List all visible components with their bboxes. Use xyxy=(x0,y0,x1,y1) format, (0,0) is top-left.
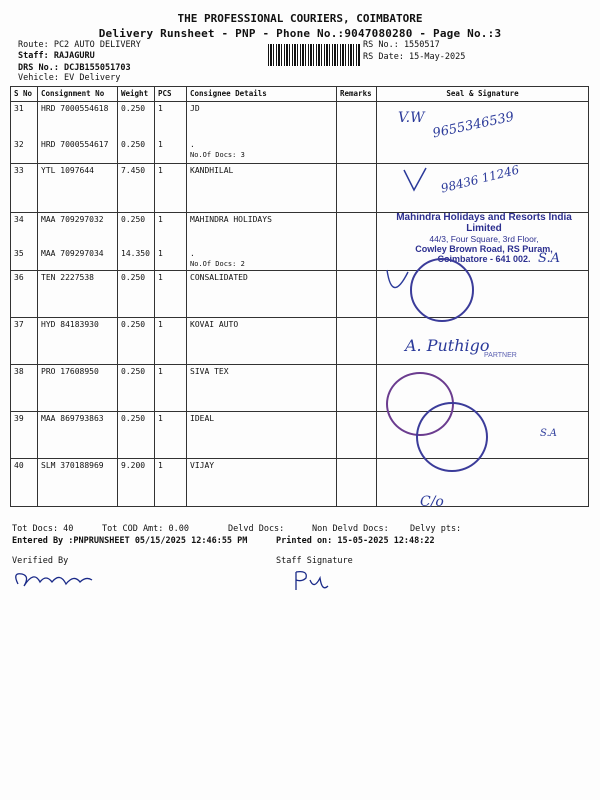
stamp-line: Mahindra Holidays and Resorts India Limited xyxy=(396,212,572,234)
cell-weight: 0.250 xyxy=(118,365,155,412)
cell-sno: 36 xyxy=(11,271,38,318)
cell-weight: 0.250 xyxy=(118,271,155,318)
handwritten-phone-2: 98436 11246 xyxy=(439,162,521,196)
company-seal-stamp xyxy=(410,258,474,322)
cell-signature xyxy=(377,459,589,507)
cell-sno: 34 xyxy=(11,213,38,247)
table-row xyxy=(11,271,589,318)
col-header: Seal & Signature xyxy=(377,87,589,102)
cell-pcs: 1 xyxy=(155,102,187,138)
signature-35: S.A xyxy=(538,251,560,266)
cell-details: MAHINDRA HOLIDAYS xyxy=(187,213,337,247)
cell-pcs: 1 xyxy=(155,213,187,247)
non-delivered-docs: Non Delvd Docs: xyxy=(312,524,389,534)
verified-by-label: Verified By xyxy=(12,556,69,566)
vehicle-info: Vehicle: EV Delivery xyxy=(18,73,121,83)
no-of-docs: No.Of Docs: 3 xyxy=(190,150,245,159)
table-row xyxy=(11,459,589,507)
cell-sno: 35 xyxy=(11,247,38,271)
cell-weight: 14.350 xyxy=(118,247,155,271)
cell-consignment: YTL 1097644 xyxy=(38,164,118,213)
cell-remarks xyxy=(337,271,377,318)
cell-details: KANDHILAL xyxy=(187,164,337,213)
cell-details: SIVA TEX xyxy=(187,365,337,412)
cell-remarks xyxy=(337,459,377,507)
cell-weight: 0.250 xyxy=(118,213,155,247)
verified-signature xyxy=(10,566,96,594)
signature-39: S.A xyxy=(540,428,557,439)
cell-details: CONSALIDATED xyxy=(187,271,337,318)
cell-consignment: HRD 7000554618 xyxy=(38,102,118,138)
details-text: . xyxy=(190,139,195,149)
rs-number: RS No.: 1550517 xyxy=(363,40,440,50)
cell-sno: 37 xyxy=(11,318,38,365)
cell-pcs: 1 xyxy=(155,164,187,213)
round-stamp-39 xyxy=(416,402,488,472)
table-row xyxy=(11,412,589,459)
cell-pcs: 1 xyxy=(155,138,187,164)
runsheet-table xyxy=(10,86,589,507)
signature-31: V.W xyxy=(398,110,425,126)
staff-signature-label: Staff Signature xyxy=(276,556,353,566)
total-docs: Tot Docs: 40 xyxy=(12,524,74,534)
cell-consignment: PRO 17608950 xyxy=(38,365,118,412)
cell-consignment: HYD 84183930 xyxy=(38,318,118,365)
printed-on: Printed on: 15-05-2025 12:48:22 xyxy=(276,536,435,546)
runsheet-title: Delivery Runsheet - PNP - Phone No.:9047080280 - Page No.:3 xyxy=(98,27,502,40)
cell-consignment: MAA 869793863 xyxy=(38,412,118,459)
table-header-row xyxy=(11,87,589,102)
cell-pcs: 1 xyxy=(155,459,187,507)
col-header: Remarks xyxy=(337,87,377,102)
cell-remarks xyxy=(337,102,377,164)
cell-details: IDEAL xyxy=(187,412,337,459)
signature-40: C/o xyxy=(420,494,444,510)
partner-stamp-text: PARTNER xyxy=(484,352,517,359)
cell-consignment: MAA 709297032 xyxy=(38,213,118,247)
cell-weight: 0.250 xyxy=(118,412,155,459)
total-cod-amount: Tot COD Amt: 0.00 xyxy=(102,524,189,534)
cell-pcs: 1 xyxy=(155,318,187,365)
cell-weight: 0.250 xyxy=(118,102,155,138)
cell-weight: 7.450 xyxy=(118,164,155,213)
cell-consignment: SLM 370188969 xyxy=(38,459,118,507)
cell-consignment: MAA 709297034 xyxy=(38,247,118,271)
cell-consignment: TEN 2227538 xyxy=(38,271,118,318)
cell-details xyxy=(187,247,337,271)
cell-details xyxy=(187,138,337,164)
cell-weight: 9.200 xyxy=(118,459,155,507)
delivered-docs: Delvd Docs: xyxy=(228,524,285,534)
details-text: . xyxy=(190,248,195,258)
stamp-line: 44/3, Four Square, 3rd Floor, xyxy=(429,234,539,244)
drs-info: DRS No.: DCJB155051703 xyxy=(18,63,131,73)
entered-by: Entered By :PNPRUNSHEET 05/15/2025 12:46:55 PM xyxy=(12,536,248,546)
cell-remarks xyxy=(337,365,377,412)
cell-consignment: HRD 7000554617 xyxy=(38,138,118,164)
rs-date: RS Date: 15-May-2025 xyxy=(363,52,466,62)
cell-remarks xyxy=(337,318,377,365)
cell-details: KOVAI AUTO xyxy=(187,318,337,365)
handwritten-phone-1: 9655346539 xyxy=(431,109,516,142)
cell-pcs: 1 xyxy=(155,247,187,271)
stamp-line: Cowley Brown Road, RS Puram, xyxy=(415,244,553,254)
no-of-docs: No.Of Docs: 2 xyxy=(190,259,245,268)
col-header: Consignment No xyxy=(38,87,118,102)
table-row xyxy=(11,365,589,412)
cell-pcs: 1 xyxy=(155,271,187,318)
cell-sno: 33 xyxy=(11,164,38,213)
delivery-points: Delvy pts: xyxy=(410,524,462,534)
cell-sno: 38 xyxy=(11,365,38,412)
cell-sno: 32 xyxy=(11,138,38,164)
cell-sno: 40 xyxy=(11,459,38,507)
cell-weight: 0.250 xyxy=(118,138,155,164)
barcode xyxy=(268,44,360,66)
stamp-line: Coimbatore - 641 002. xyxy=(437,254,531,264)
signature-36 xyxy=(384,266,412,306)
staff-info: Staff: RAJAGURU xyxy=(18,51,95,61)
cell-remarks xyxy=(337,213,377,271)
staff-signature xyxy=(292,568,332,594)
cell-pcs: 1 xyxy=(155,412,187,459)
route-info: Route: PC2 AUTO DELIVERY xyxy=(18,40,141,50)
cell-pcs: 1 xyxy=(155,365,187,412)
cell-remarks xyxy=(337,164,377,213)
cell-details: JD xyxy=(187,102,337,138)
cell-weight: 0.250 xyxy=(118,318,155,365)
col-header: Weight xyxy=(118,87,155,102)
col-header: PCS xyxy=(155,87,187,102)
company-title: THE PROFESSIONAL COURIERS, COIMBATORE xyxy=(177,12,423,25)
cell-details: VIJAY xyxy=(187,459,337,507)
cell-sno: 31 xyxy=(11,102,38,138)
col-header: S No xyxy=(11,87,38,102)
signature-37: A. Puthigo xyxy=(405,336,490,355)
col-header: Consignee Details xyxy=(187,87,337,102)
cell-sno: 39 xyxy=(11,412,38,459)
cell-remarks xyxy=(337,412,377,459)
